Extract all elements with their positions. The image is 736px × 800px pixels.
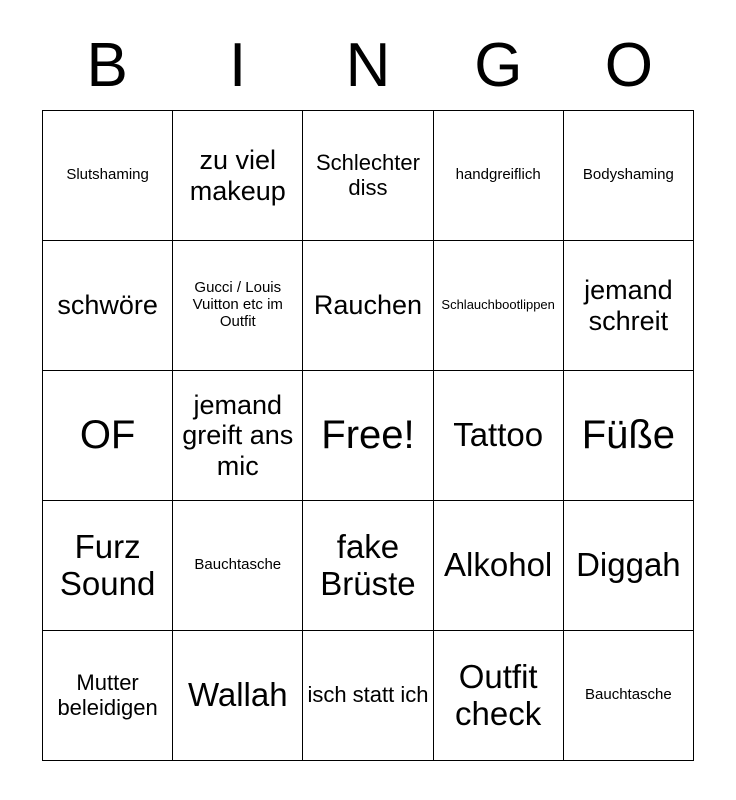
bingo-cell[interactable] [433, 111, 563, 241]
bingo-cell[interactable] [173, 501, 303, 631]
bingo-cell[interactable] [43, 111, 173, 241]
bingo-cell-label: Free! [321, 413, 415, 458]
bingo-cell-free[interactable] [303, 371, 433, 501]
bingo-cell[interactable] [173, 371, 303, 501]
bingo-cell-label: jemand schreit [584, 275, 673, 336]
bingo-cell-label: Diggah [576, 546, 681, 584]
bingo-cell[interactable] [563, 501, 693, 631]
bingo-cell[interactable] [433, 241, 563, 371]
bingo-cell[interactable] [173, 241, 303, 371]
bingo-cell[interactable] [303, 501, 433, 631]
bingo-cell-label: Bauchtasche [585, 686, 672, 704]
bingo-cell[interactable] [433, 371, 563, 501]
header-letter-o: O [604, 31, 653, 100]
bingo-cell[interactable] [43, 241, 173, 371]
bingo-cell-label: Mutter beleidigen [57, 669, 158, 720]
bingo-cell[interactable] [563, 241, 693, 371]
bingo-cell-label: Gucci / Louis Vuitton etc im Outfit [192, 279, 283, 330]
bingo-cell[interactable] [563, 631, 693, 761]
bingo-cell[interactable] [303, 631, 433, 761]
bingo-cell-label: handgreiflich [455, 166, 541, 184]
bingo-cell[interactable] [303, 241, 433, 371]
header-letter-n: N [345, 31, 391, 100]
bingo-cell-label: Schlauchbootlippen [441, 297, 555, 313]
bingo-cell[interactable] [173, 631, 303, 761]
bingo-header [42, 0, 694, 102]
bingo-row [43, 111, 694, 241]
bingo-cell[interactable] [43, 501, 173, 631]
bingo-cell-label: schwöre [57, 290, 158, 321]
bingo-cell-label: Rauchen [313, 290, 423, 321]
header-letter-g: G [474, 31, 523, 100]
header-letter-b: B [86, 31, 128, 100]
bingo-cell-label: fake Brüste [320, 527, 416, 602]
bingo-cell-label: Schlechter diss [315, 149, 420, 200]
bingo-row [43, 631, 694, 761]
bingo-cell[interactable] [433, 501, 563, 631]
bingo-row [43, 501, 694, 631]
bingo-cell[interactable] [433, 631, 563, 761]
bingo-cell-label: Bauchtasche [194, 556, 282, 574]
bingo-cell[interactable] [43, 371, 173, 501]
bingo-cell[interactable] [563, 371, 693, 501]
bingo-row [43, 371, 694, 501]
bingo-cell-label: Furz Sound [59, 527, 156, 602]
bingo-cell-label: zu viel makeup [189, 145, 286, 206]
header-letter-i: I [228, 31, 247, 100]
bingo-cell-label: Wallah [187, 676, 288, 714]
bingo-cell-label: jemand greift ans mic [182, 390, 294, 481]
bingo-cell-label: Alkohol [444, 546, 553, 584]
bingo-cell-label: OF [79, 413, 136, 458]
bingo-cell-label: Tattoo [453, 416, 544, 454]
bingo-cell-label: Outfit check [455, 657, 542, 732]
bingo-cell-label: Slutshaming [66, 166, 149, 184]
bingo-cell[interactable] [563, 111, 693, 241]
bingo-row [43, 241, 694, 371]
bingo-cell-label: isch statt ich [307, 682, 429, 708]
bingo-cell[interactable] [43, 631, 173, 761]
bingo-cell-label: Bodyshaming [582, 166, 674, 184]
bingo-cell[interactable] [303, 111, 433, 241]
bingo-cell[interactable] [173, 111, 303, 241]
bingo-cell-label: Füße [581, 413, 676, 458]
bingo-grid [42, 110, 694, 761]
